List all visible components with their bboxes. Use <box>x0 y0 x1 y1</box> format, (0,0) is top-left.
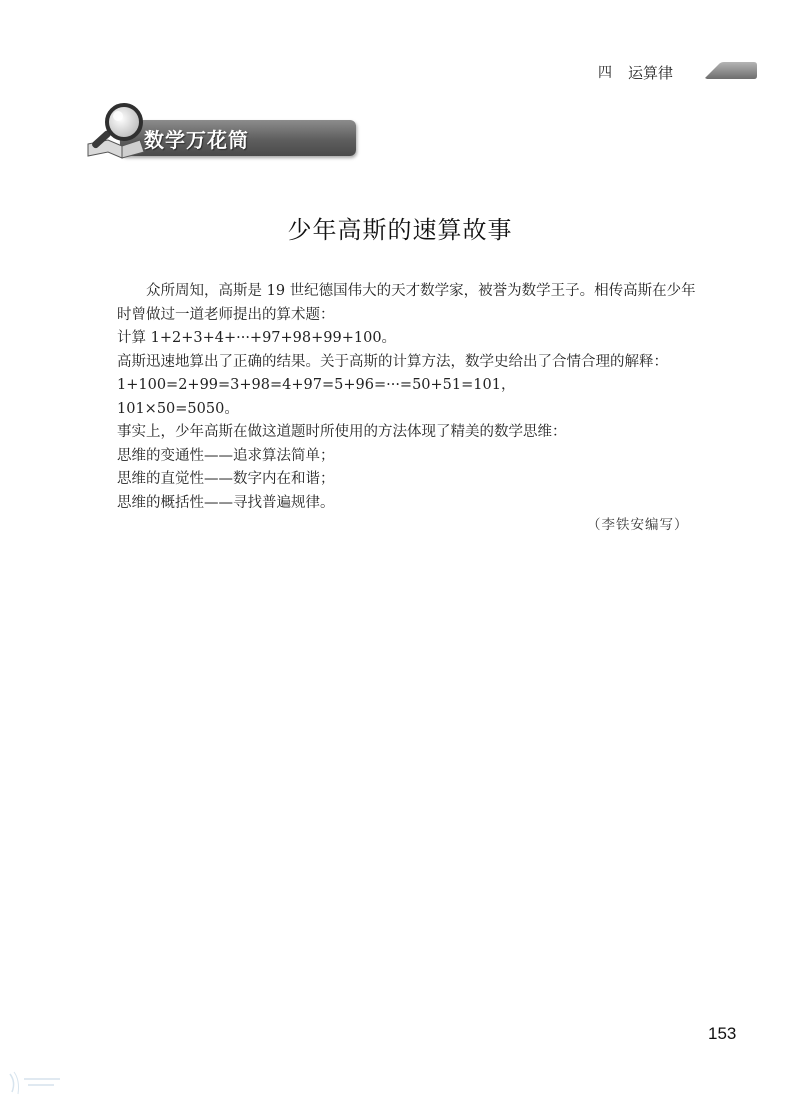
body-line: 高斯迅速地算出了正确的结果。关于高斯的计算方法，数学史给出了合情合理的解释： <box>117 353 668 370</box>
section-badge-label: 数学万花筒 <box>144 128 249 152</box>
body-line: 101×50=5050。 <box>117 400 239 417</box>
body-line: 众所周知，高斯是 19 世纪德国伟大的天才数学家，被誉为数学王子。相传高斯在少年 <box>146 283 696 299</box>
body-line: 计算 1+2+3+4+···+97+98+99+100。 <box>117 330 397 346</box>
body-line: 时曾做过一道老师提出的算术题： <box>117 306 335 323</box>
chapter-title: 运算律 <box>628 63 674 82</box>
watermark-logo <box>6 1068 66 1098</box>
header-tab-graphic <box>705 61 757 80</box>
body-line: 事实上，少年高斯在做这道题时所使用的方法体现了精美的数学思维： <box>117 424 567 440</box>
section-badge <box>84 100 274 162</box>
body-line: 1+100=2+99=3+98=4+97=5+96=···=50+51=101， <box>117 377 516 393</box>
page-number: 153 <box>708 1024 737 1043</box>
body-line: 思维的直觉性——数字内在和谐； <box>117 471 335 487</box>
author-credit: （李铁安编写） <box>587 517 689 533</box>
chapter-number: 四 <box>598 65 612 81</box>
body-line: 思维的变通性——追求算法简单； <box>117 447 335 464</box>
article-body <box>117 280 717 515</box>
body-line: 思维的概括性——寻找普遍规律。 <box>117 494 335 511</box>
running-header <box>598 61 673 83</box>
article-title: 少年高斯的速算故事 <box>287 216 513 244</box>
